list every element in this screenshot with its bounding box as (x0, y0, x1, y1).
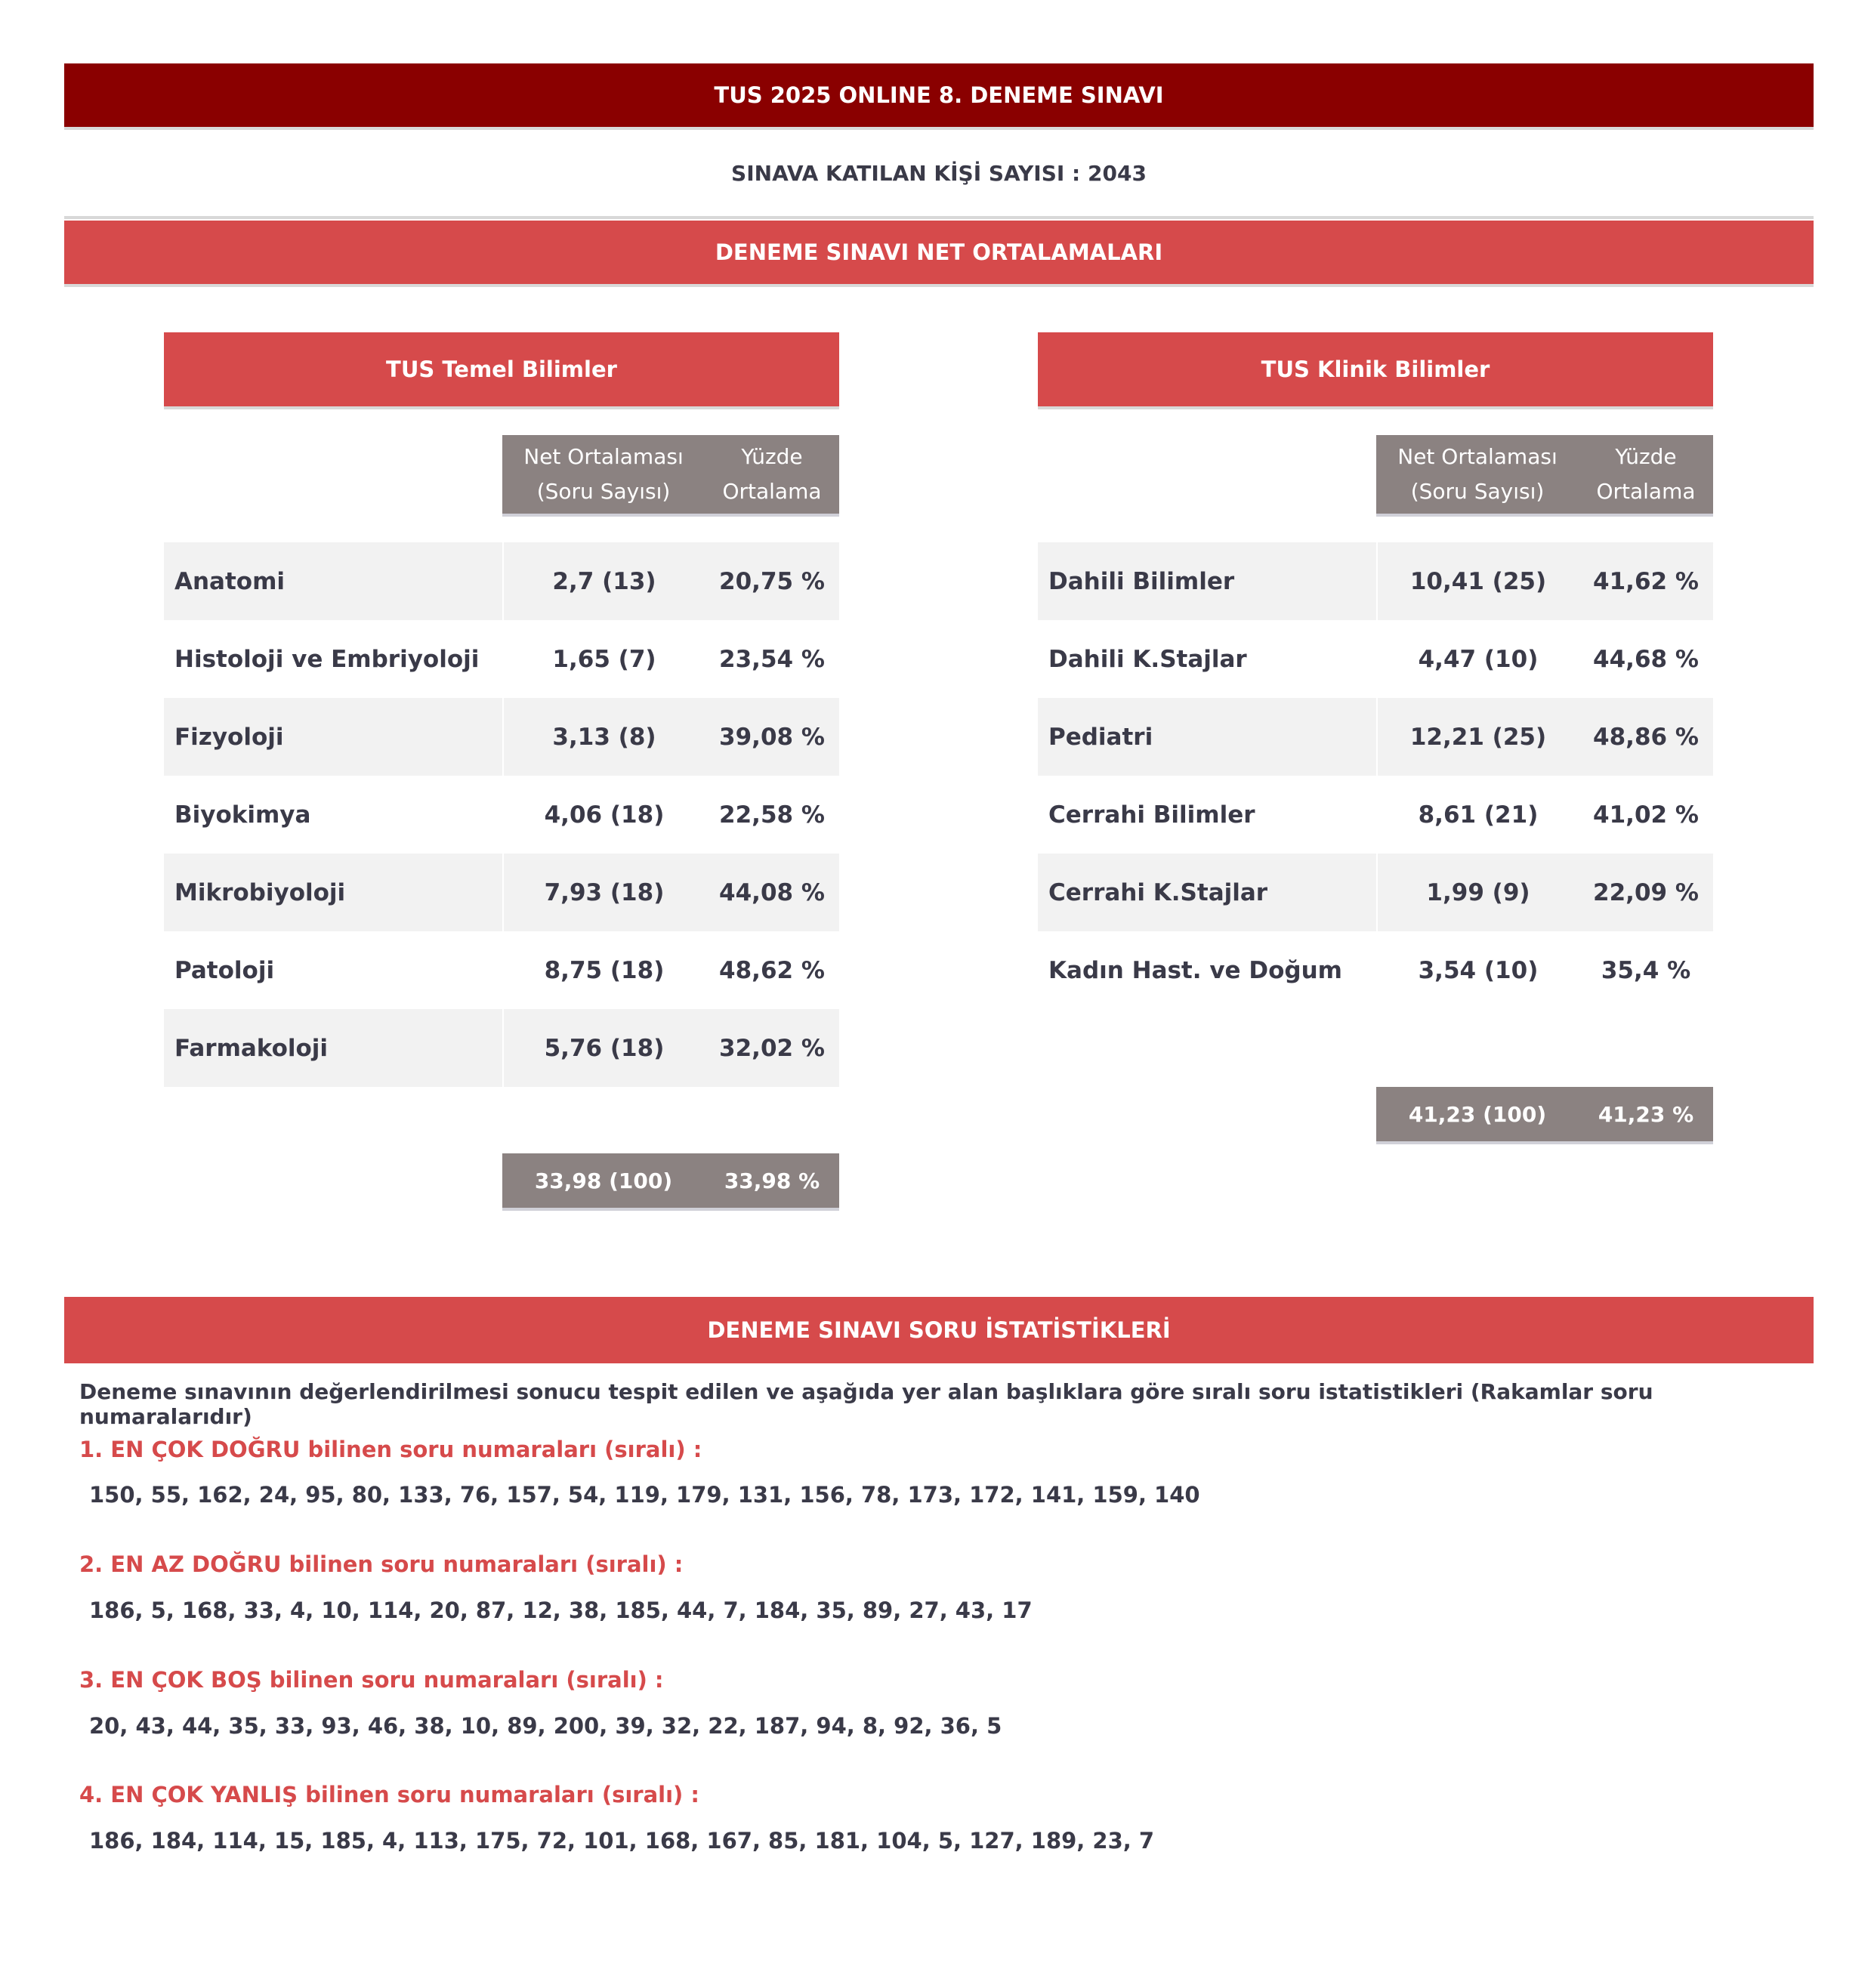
stats-intro-text: Deneme sınavının değerlendirilmesi sonucu tespit edilen ve aşağıda yer alan başlıklara göre sıralı soru istatistikleri (Rakamlar soru numaralarıdır) (79, 1379, 1653, 1429)
klinik-total-row (1038, 1087, 1713, 1144)
temel-total-row (164, 1153, 839, 1211)
temel-rows (164, 542, 839, 1087)
net-average: 1,65 (7) (502, 620, 705, 698)
table-row (164, 620, 839, 698)
subject-name: Dahili Bilimler (1048, 567, 1235, 595)
klinik-total-percent: 41,23 % (1579, 1087, 1713, 1144)
net-average: 3,13 (8) (502, 698, 705, 776)
net-average: 8,75 (18) (502, 931, 705, 1009)
percent-column-header (705, 435, 839, 517)
subject-name: Fizyoloji (174, 723, 284, 751)
net-average-column-header (502, 435, 705, 517)
table-row (164, 542, 839, 620)
most-correct-title: 1. EN ÇOK DOĞRU bilinen soru numaraları (sıralı) : (79, 1437, 702, 1462)
temel-bilimler-panel (164, 332, 839, 1211)
net-average-header-label: Net Ortalaması (Soru Sayısı) (1397, 444, 1558, 504)
subject-name: Pediatri (1048, 723, 1153, 751)
table-row (1038, 931, 1713, 1009)
subject-name: Histoloji ve Embriyoloji (174, 645, 480, 673)
percent-average: 41,02 % (1593, 801, 1699, 829)
net-average: 4,06 (18) (502, 776, 705, 854)
table-row (164, 1009, 839, 1087)
table-row (1038, 620, 1713, 698)
klinik-bilimler-panel (1038, 332, 1713, 1144)
exam-title: TUS 2025 ONLINE 8. DENEME SINAVI (64, 63, 1814, 130)
subject-name: Anatomi (174, 567, 286, 595)
percent-average: 22,09 % (1593, 878, 1699, 906)
percent-column-header (1579, 435, 1713, 517)
table-row (164, 854, 839, 931)
table-row (1038, 854, 1713, 931)
most-wrong-title: 4. EN ÇOK YANLIŞ bilinen soru numaraları (sıralı) : (79, 1782, 699, 1807)
least-correct-title: 2. EN AZ DOĞRU bilinen soru numaraları (sıralı) : (79, 1551, 684, 1577)
participant-count: SINAVA KATILAN KİŞİ SAYISI : 2043 (64, 130, 1814, 219)
question-stats-section-title: DENEME SINAVI SORU İSTATİSTİKLERİ (64, 1297, 1814, 1363)
temel-bilimler-title: TUS Temel Bilimler (164, 332, 839, 409)
percent-average: 23,54 % (719, 645, 825, 673)
most-correct-values: 150, 55, 162, 24, 95, 80, 133, 76, 157, 54, 119, 179, 131, 156, 78, 173, 172, 141, 159, 140 (89, 1482, 1200, 1508)
net-average: 10,41 (25) (1376, 542, 1579, 620)
subject-name: Farmakoloji (174, 1034, 329, 1062)
percent-average: 41,62 % (1593, 567, 1699, 595)
subject-name: Mikrobiyoloji (174, 878, 346, 906)
net-average: 1,99 (9) (1376, 854, 1579, 931)
klinik-rows (1038, 542, 1713, 1009)
percent-header-label: Yüzde Ortalama (1596, 444, 1696, 504)
percent-average: 48,86 % (1593, 723, 1699, 751)
temel-total-percent: 33,98 % (705, 1153, 839, 1211)
percent-average: 39,08 % (719, 723, 825, 751)
net-average-header-label: Net Ortalaması (Soru Sayısı) (523, 444, 684, 504)
most-blank-title: 3. EN ÇOK BOŞ bilinen soru numaraları (sıralı) : (79, 1667, 664, 1693)
percent-average: 35,4 % (1601, 956, 1691, 984)
net-average: 12,21 (25) (1376, 698, 1579, 776)
most-blank-values: 20, 43, 44, 35, 33, 93, 46, 38, 10, 89, 200, 39, 32, 22, 187, 94, 8, 92, 36, 5 (89, 1713, 1002, 1739)
table-row (164, 776, 839, 854)
net-average: 3,54 (10) (1376, 931, 1579, 1009)
subject-name: Kadın Hast. ve Doğum (1048, 956, 1342, 984)
net-average: 7,93 (18) (502, 854, 705, 931)
net-average: 8,61 (21) (1376, 776, 1579, 854)
table-row (164, 931, 839, 1009)
subject-name: Cerrahi Bilimler (1048, 801, 1255, 829)
subject-name: Patoloji (174, 956, 275, 984)
most-wrong-values: 186, 184, 114, 15, 185, 4, 113, 175, 72, 101, 168, 167, 85, 181, 104, 5, 127, 189, 23, 7 (89, 1828, 1155, 1854)
percent-average: 44,68 % (1593, 645, 1699, 673)
temel-column-headers (164, 435, 839, 517)
net-average-column-header (1376, 435, 1579, 517)
temel-total-net: 33,98 (100) (502, 1153, 705, 1211)
table-row (1038, 776, 1713, 854)
table-row (164, 698, 839, 776)
klinik-column-headers (1038, 435, 1713, 517)
percent-average: 48,62 % (719, 956, 825, 984)
percent-average: 32,02 % (719, 1034, 825, 1062)
net-averages-section-title: DENEME SINAVI NET ORTALAMALARI (64, 221, 1814, 287)
percent-average: 20,75 % (719, 567, 825, 595)
percent-average: 22,58 % (719, 801, 825, 829)
subject-name: Biyokimya (174, 801, 311, 829)
percent-average: 44,08 % (719, 878, 825, 906)
table-row (1038, 542, 1713, 620)
net-average: 5,76 (18) (502, 1009, 705, 1087)
least-correct-values: 186, 5, 168, 33, 4, 10, 114, 20, 87, 12, 38, 185, 44, 7, 184, 35, 89, 27, 43, 17 (89, 1598, 1033, 1623)
subject-name: Cerrahi K.Stajlar (1048, 878, 1268, 906)
klinik-total-net: 41,23 (100) (1376, 1087, 1579, 1144)
subject-name: Dahili K.Stajlar (1048, 645, 1247, 673)
net-average: 4,47 (10) (1376, 620, 1579, 698)
net-average: 2,7 (13) (502, 542, 705, 620)
klinik-bilimler-title: TUS Klinik Bilimler (1038, 332, 1713, 409)
table-row (1038, 698, 1713, 776)
percent-header-label: Yüzde Ortalama (722, 444, 822, 504)
